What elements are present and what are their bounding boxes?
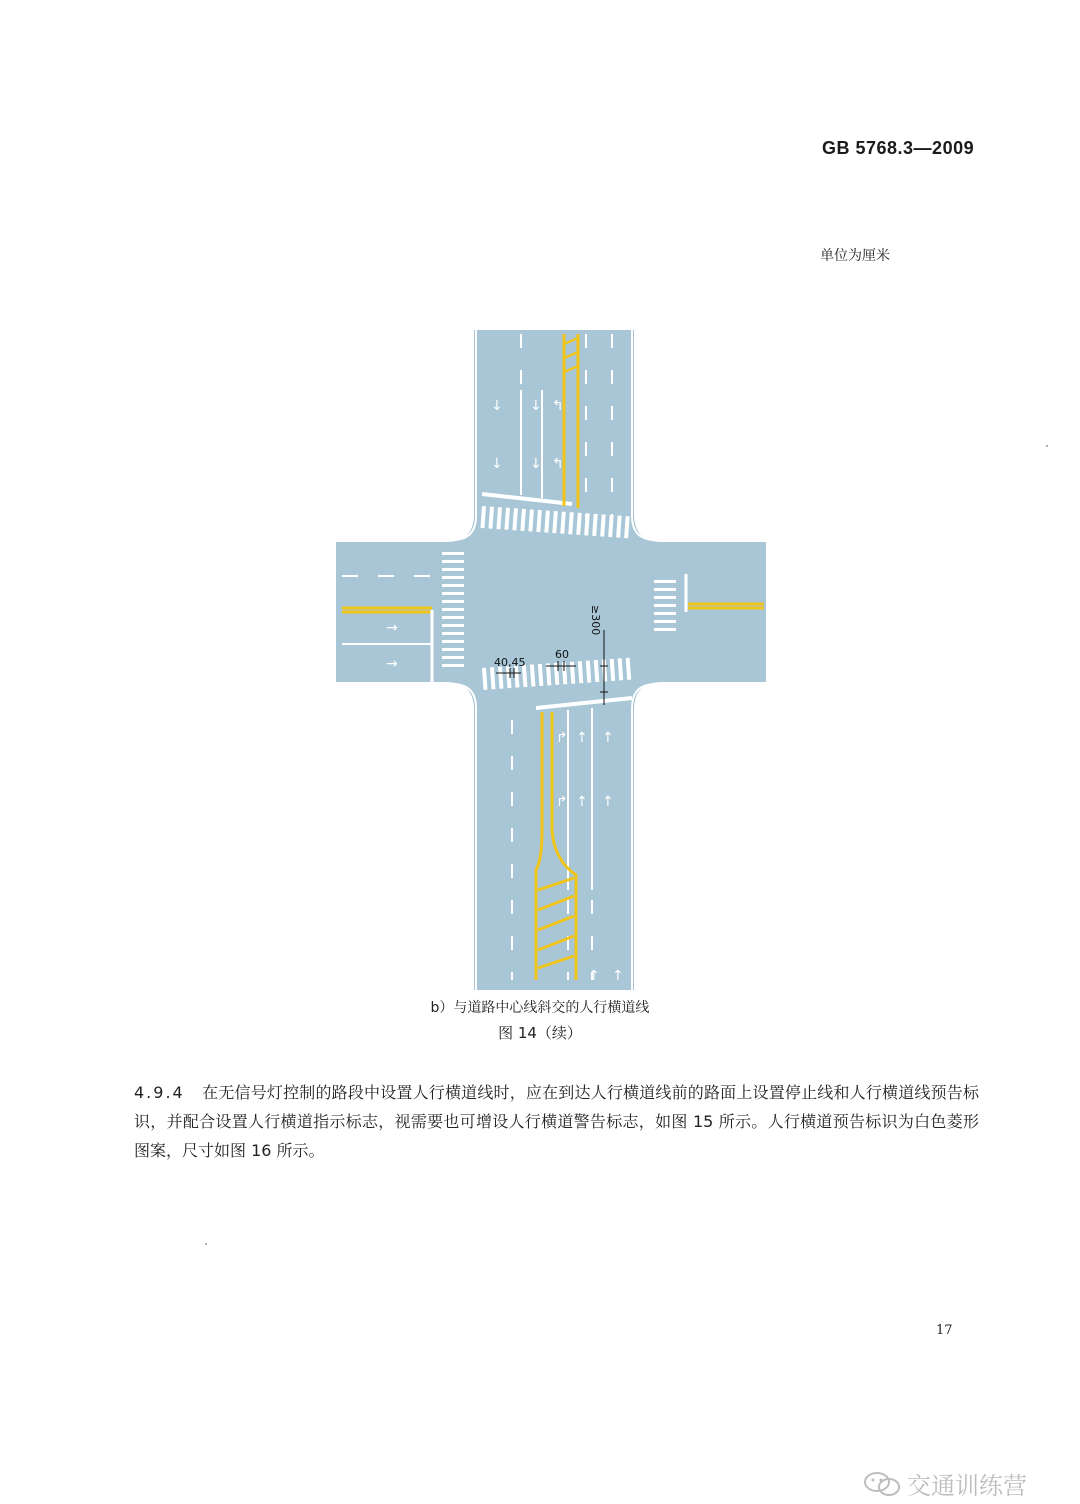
clause-paragraph [134, 1078, 979, 1165]
svg-text:↑: ↑ [602, 730, 614, 746]
svg-text:↑: ↑ [602, 794, 614, 810]
dim-crossing-gap-label: ≥300 [589, 605, 602, 636]
unit-note: 单位为厘米 [820, 248, 890, 264]
watermark [863, 1466, 1027, 1501]
svg-text:↰: ↰ [552, 456, 564, 472]
dim-stripe-spacing-label: 40,45 [494, 656, 526, 669]
svg-text:↓: ↓ [530, 456, 542, 472]
page-number: 17 [936, 1323, 953, 1338]
svg-text:↓: ↓ [491, 456, 503, 472]
watermark-text: 交通训练营 [907, 1472, 1027, 1500]
svg-text:↑: ↑ [576, 730, 588, 746]
wechat-icon [863, 1470, 901, 1498]
clause-number: 4.9.4 [134, 1083, 185, 1102]
svg-text:↰: ↰ [552, 398, 564, 414]
svg-text:↓: ↓ [491, 398, 503, 414]
west-crosswalk [442, 552, 464, 667]
scan-speck [1046, 445, 1048, 447]
figure-caption: 图 14（续） [498, 1024, 582, 1042]
svg-text:↑: ↑ [612, 968, 624, 984]
svg-text:↱: ↱ [556, 794, 568, 810]
svg-text:↑: ↑ [576, 794, 588, 810]
figure-subcaption: b）与道路中心线斜交的人行横道线 [430, 1000, 650, 1016]
dim-stripe-width-label: 60 [555, 648, 569, 661]
svg-text:↑: ↑ [588, 968, 600, 984]
svg-text:↱: ↱ [556, 730, 568, 746]
svg-text:↓: ↓ [530, 398, 542, 414]
crosswalk-figure [336, 330, 766, 990]
clause-text: 在无信号灯控制的路段中设置人行横道线时，应在到达人行横道线前的路面上设置停止线和人行横道线预告标识，并配合设置人行横道指示标志，视需要也可增设人行横道警告标志，如图 15 所示。人行横道预告标识为白色菱形图案，尺寸如图 16 所示。 [134, 1083, 979, 1160]
road-surface [336, 330, 766, 990]
svg-text:→: → [386, 656, 398, 672]
standard-code: GB 5768.3—2009 [822, 138, 975, 158]
svg-text:→: → [386, 620, 398, 636]
scan-speck [205, 1243, 207, 1245]
